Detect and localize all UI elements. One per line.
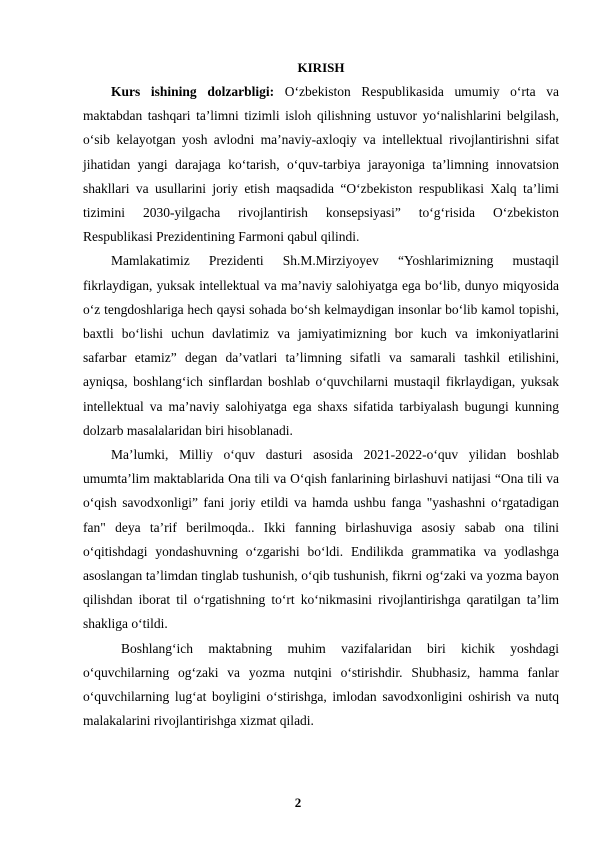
page-title: KIRISH [297,60,345,75]
paragraph-primary-school: Boshlang‘ich maktabning muhim vazifalaridan biri kichik yoshdagi o‘quvchilarning og‘zaki va yozma nutqini o‘stirishdir. Shubhasiz, hamma fanlar o‘quvchilarning lug‘at boyligini o‘stirishga, imlodan savodxonligini oshirish va nutq malakalarini rivojlantirishga xizmat qiladi. [83,640,559,729]
paragraph-president-quote: Mamlakatimiz Prezidenti Sh.M.Mirziyoyev “Yoshlarimizning mustaqil fikrlaydigan, yuksak intellektual va ma’naviy salohiyatga ega bo‘lib, dunyo miqyosida o‘z tengdoshlariga hech qaysi sohada bo‘sh kelmaydigan insonlar bo‘lib kamol topishi, baxtli bo‘lishi uchun davlatimiz va jamiyatimizning bor kuch va imkoniyatlarini safarbar etamiz” degan da’vatlari ta’limning sifatli va samarali tashkil etilishini, ayniqsa, boshlang‘ich sinflardan boshlab o‘quvchilarni mustaqil fikrlaydigan, yuksak intellektual va ma’naviy salohiyatga ega shaxs sifatida tarbiyalash bugungi kunning dolzarb masalalaridan biri hisoblanadi. [83,253,559,438]
paragraph-text: O‘zbekiston Respublikasida umumiy o‘rta va maktabdan tashqari ta’limni tizimli isloh qilishning ustuvor yo‘nalishlarini belgilash, o‘sib kelayotgan yosh avlodni ma’naviy-axloqiy va intellektual rivojlantirishni sifat jihatidan yangi darajaga ko‘tarish, o‘quv-tarbiya jarayoniga ta’limning innovatsion shakllari va usullarini joriy etish maqsadida “O‘zbekiston respublikasi Xalq ta’limi tizimini 2030-yilgacha rivojlantirish konsepsiyasi” to‘g‘risida O‘zbekiston Respublikasi Prezidentining Farmoni qabul qilindi. [83,84,559,245]
paragraph-relevance [83,80,559,249]
paragraph-lead: Kurs ishining dolzarbligi: [111,84,275,99]
page-number: 2 [294,795,302,810]
document-page [83,56,559,733]
paragraph-curriculum: Ma’lumki, Milliy o‘quv dasturi asosida 2021-2022-o‘quv yilidan boshlab umumta’lim maktablarida Ona tili va O‘qish fanlarining birlashuvi natijasi “Ona tili va o‘qish savodxonligi” fani joriy etildi va hamda ushbu fanga "yashashni o‘rgatadigan fan" deya ta’rif berilmoqda.. Ikki fanning birlashuviga asosiy sabab ona tilini o‘qitishdagi yondashuvning o‘zgarishi bo‘ldi. Endilikda grammatika va yodlashga asoslangan ta’limdan tinglab tushunish, o‘qib tushunish, fikrni og‘zaki va yozma bayon qilishdan iborat til o‘rgatishning to‘rt ko‘nikmasini rivojlantirishga qaratilgan ta’lim shakliga o‘tildi. [83,447,559,632]
